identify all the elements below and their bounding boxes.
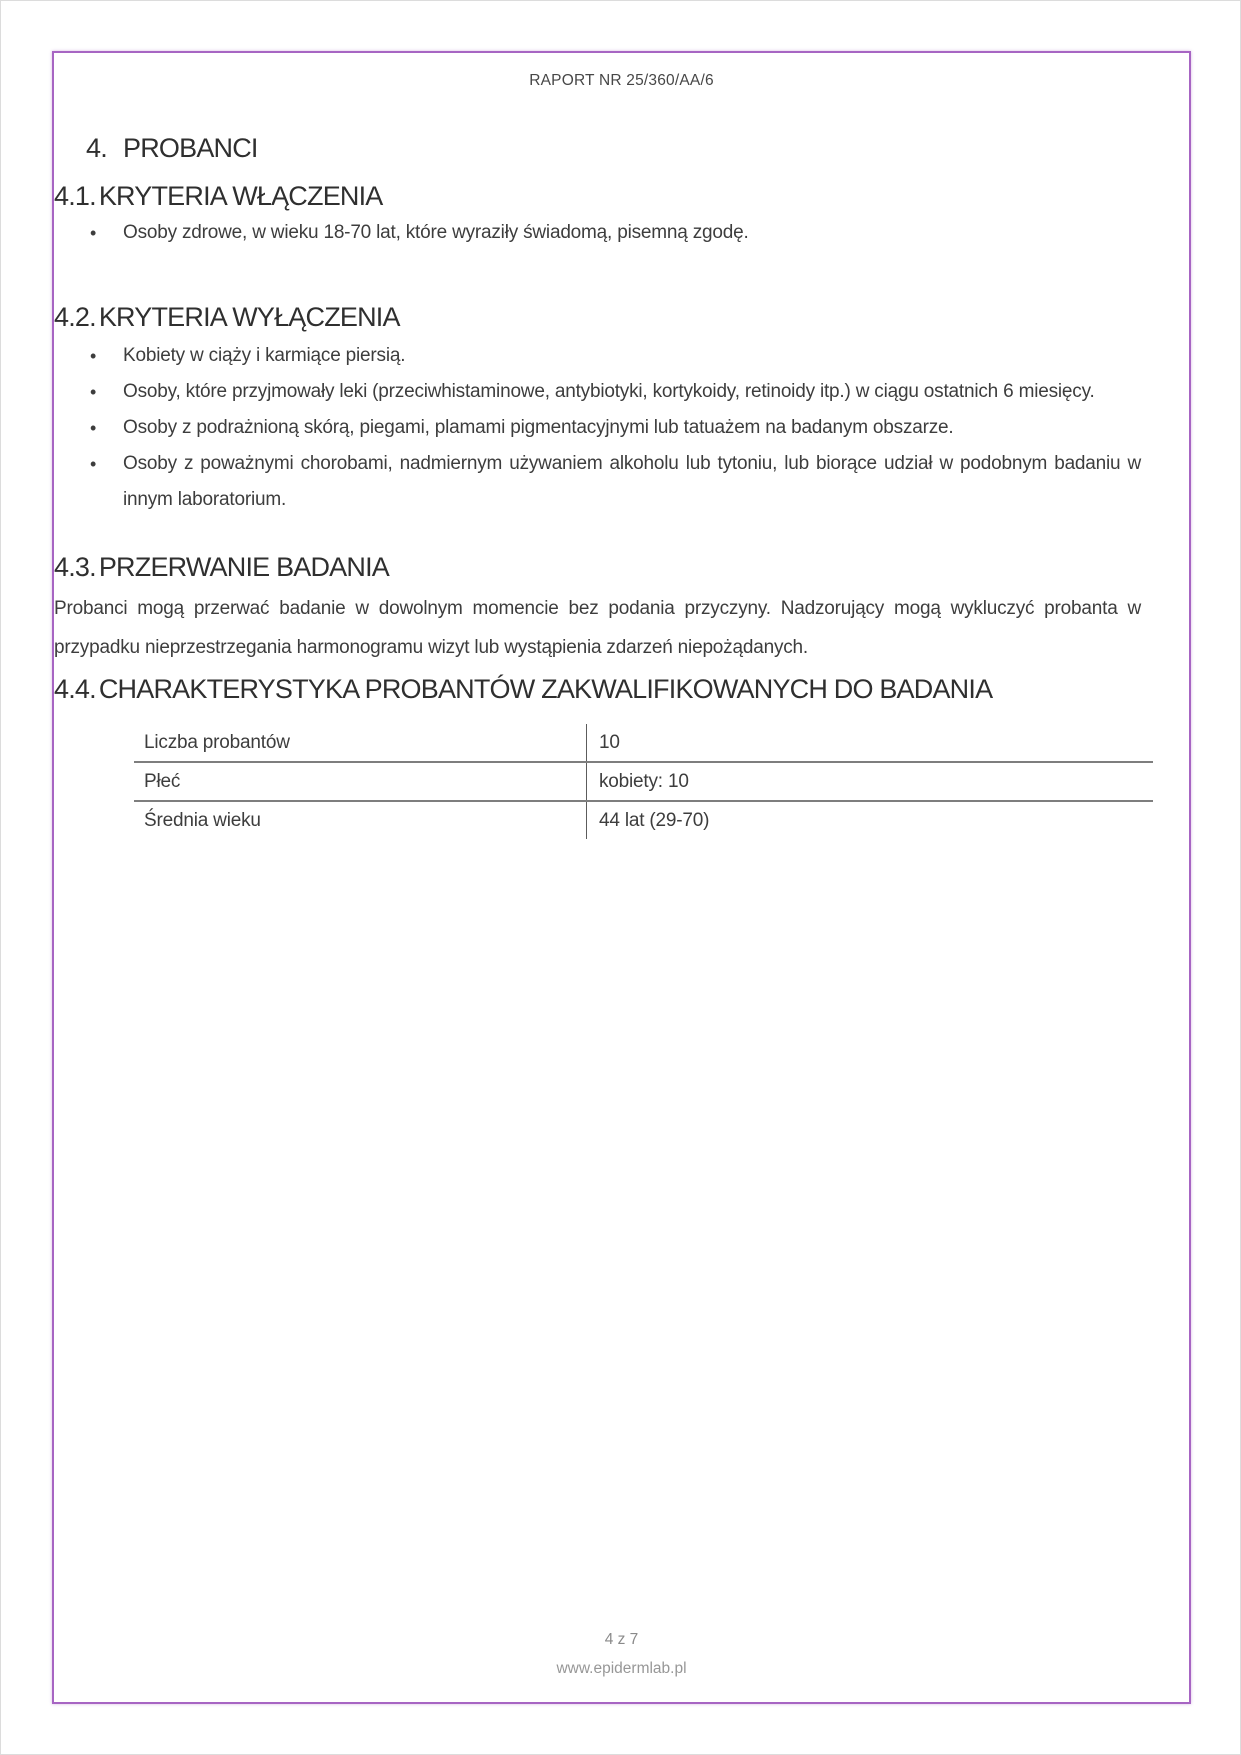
list-item-text: Kobiety w ciąży i karmiące piersią. xyxy=(123,345,406,366)
section-4-3-heading xyxy=(54,552,1141,582)
section-4-2-number: 4.2. xyxy=(54,302,96,332)
section-4-title: PROBANCI xyxy=(123,133,258,163)
row-label: Liczba probantów xyxy=(134,724,587,762)
table-row xyxy=(134,801,1153,839)
row-label: Płeć xyxy=(134,762,587,801)
list-item xyxy=(54,215,1141,251)
section-4-4-title: CHARAKTERYSTYKA PROBANTÓW ZAKWALIFIKOWANYCH DO BADANIA xyxy=(98,674,993,704)
row-label: Średnia wieku xyxy=(134,801,587,839)
row-value: 10 xyxy=(599,731,620,753)
characteristics-table xyxy=(134,724,1153,839)
section-4-heading xyxy=(54,133,1141,163)
list-item xyxy=(54,446,1141,518)
table-row xyxy=(134,762,1153,801)
section-4-4-heading xyxy=(54,674,1141,704)
list-item-text: Osoby z podrażnioną skórą, piegami, plamami pigmentacyjnymi lub tatuażem na badanym obszarze. xyxy=(123,417,954,438)
section-4-1-title: KRYTERIA WŁĄCZENIA xyxy=(98,181,383,211)
bullet-icon: • xyxy=(90,418,97,438)
row-value: kobiety: 10 xyxy=(587,762,1154,801)
bullet-icon: • xyxy=(90,223,97,243)
list-item xyxy=(54,374,1141,410)
exclusion-criteria-list xyxy=(54,338,1141,518)
section-4-1-number: 4.1. xyxy=(54,181,96,211)
section-4-3-number: 4.3. xyxy=(54,552,96,582)
bullet-icon: • xyxy=(90,454,97,474)
section-4-1-heading xyxy=(54,181,1141,211)
table-row xyxy=(134,724,1153,762)
list-item-text: Osoby zdrowe, w wieku 18-70 lat, które wyraziły świadomą, pisemną zgodę. xyxy=(123,222,749,243)
inclusion-criteria-list xyxy=(54,215,1141,251)
section-4-2-title: KRYTERIA WYŁĄCZENIA xyxy=(98,302,400,332)
page-frame xyxy=(52,51,1191,1704)
list-item xyxy=(54,338,1141,374)
page-footer xyxy=(54,1631,1189,1678)
section-4-number: 4. xyxy=(86,133,107,163)
bullet-icon: • xyxy=(90,346,97,366)
document-body xyxy=(54,133,1189,839)
study-termination-paragraph: Probanci mogą przerwać badanie w dowolnym momencie bez podania przyczyny. Nadzorujący mogą wykluczyć probanta w przypadku nieprzestrzegania harmonogramu wizyt lub wystąpienia zdarzeń niepożądanych. xyxy=(54,598,1141,658)
list-item xyxy=(54,410,1141,446)
list-item-text: Osoby z poważnymi chorobami, nadmiernym używaniem alkoholu lub tytoniu, lub biorące udział w podobnym badaniu w innym laboratorium. xyxy=(123,453,1141,510)
footer-website: www.epidermlab.pl xyxy=(556,1660,687,1677)
section-4-2-heading xyxy=(54,302,1141,332)
list-item-text: Osoby, które przyjmowały leki (przeciwhistaminowe, antybiotyki, kortykoidy, retinoidy itp.) w ciągu ostatnich 6 miesięcy. xyxy=(123,381,1095,402)
page-number: 4 z 7 xyxy=(604,1631,639,1648)
row-value: 44 lat (29-70) xyxy=(587,801,1154,839)
bullet-icon: • xyxy=(90,382,97,402)
section-4-4-number: 4.4. xyxy=(54,674,96,704)
report-header-title: RAPORT NR 25/360/AA/6 xyxy=(529,72,714,89)
section-4-3-title: PRZERWANIE BADANIA xyxy=(98,552,389,582)
